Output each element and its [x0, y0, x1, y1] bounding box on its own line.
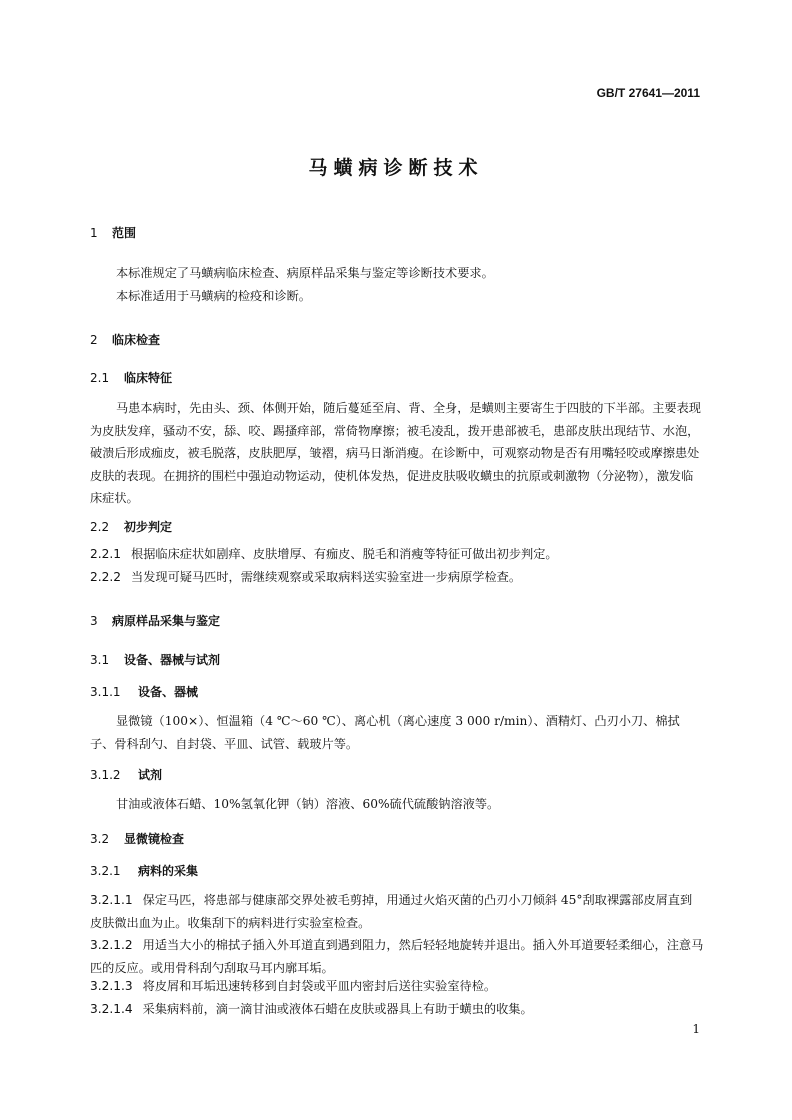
- clause-number: 2.2.1: [90, 547, 122, 561]
- section-heading-3: [90, 612, 220, 629]
- section-number: 2: [90, 333, 98, 347]
- section-number: 3.2: [90, 832, 110, 846]
- clause-3-2-1-1: [90, 889, 704, 934]
- section-heading-3-2: [90, 830, 184, 847]
- section-heading-2: [90, 331, 160, 348]
- equipment-paragraph: 显微镜（100×）、恒温箱（4 ℃～60 ℃）、离心机（离心速度 3 000 r/min）、酒精灯、凸刃小刀、棉拭子、骨科刮勺、自封袋、平皿、试管、载玻片等。: [90, 714, 680, 751]
- section-title: 设备、器械: [138, 685, 199, 699]
- section-heading-2-2: [90, 518, 172, 535]
- section-title: 范围: [112, 226, 137, 240]
- section-heading-1: [90, 224, 136, 241]
- section-heading-3-1-2: [90, 766, 162, 783]
- clause-text: 用适当大小的棉拭子插入外耳道直到遇到阻力，然后轻轻地旋转并退出。插入外耳道要轻柔细心，注意马匹的反应。或用骨科刮勺刮取马耳内廓耳垢。: [90, 938, 704, 975]
- clause-text: 将皮屑和耳垢迅速转移到自封袋或平皿内密封后送往实验室待检。: [142, 979, 497, 993]
- clause-3-2-1-3: [90, 975, 704, 998]
- section-number: 1: [90, 226, 98, 240]
- section-title: 显微镜检查: [124, 832, 185, 846]
- scope-paragraph-1: 本标准规定了马蟥病临床检查、病原样品采集与鉴定等诊断技术要求。: [116, 266, 494, 280]
- reagents-paragraph: 甘油或液体石蜡、10%氢氧化钾（钠）溶液、60%硫代硫酸钠溶液等。: [116, 797, 500, 811]
- section-number: 3.1.2: [90, 768, 121, 782]
- section-number: 3.1: [90, 653, 110, 667]
- clause-2-2-2: [90, 566, 704, 589]
- section-heading-2-1: [90, 369, 172, 386]
- section-title: 初步判定: [124, 520, 173, 534]
- section-number: 3.1.1: [90, 685, 121, 699]
- page-number: 1: [692, 1022, 700, 1036]
- clause-3-2-1-4: [90, 998, 704, 1021]
- section-heading-3-1: [90, 651, 220, 668]
- section-title: 临床检查: [112, 333, 161, 347]
- clause-number: 2.2.2: [90, 570, 122, 584]
- section-heading-3-2-1: [90, 862, 198, 879]
- section-title: 病原样品采集与鉴定: [112, 614, 221, 628]
- section-heading-3-1-1: [90, 683, 198, 700]
- clinical-features-paragraph: 马患本病时，先由头、颈、体侧开始，随后蔓延至肩、背、全身，是蟥则主要寄生于四肢的下半部。主要表现为皮肤发痒，骚动不安，舔、咬、踢搔痒部，常倚物摩擦；被毛凌乱，拨开患部被毛，患部皮肤出现结节、水泡，破溃后形成痂皮，被毛脱落，皮肤肥厚，皱褶，病马日渐消瘦。在诊断中，可观察动物是否有用嘴轻咬或摩擦患处皮肤的表现。在拥挤的围栏中强迫动物运动，使机体发热，促进皮肤吸收蟥虫的抗原或刺激物（分泌物），激发临床症状。: [90, 401, 701, 506]
- section-title: 试剂: [138, 768, 163, 782]
- clause-text: 当发现可疑马匹时，需继续观察或采取病料送实验室进一步病原学检查。: [131, 570, 522, 584]
- clause-number: 3.2.1.2: [90, 938, 133, 952]
- section-title: 临床特征: [124, 371, 173, 385]
- section-number: 2.2: [90, 520, 110, 534]
- scope-paragraph-2: 本标准适用于马蟥病的检疫和诊断。: [116, 289, 311, 303]
- clause-text: 根据临床症状如剧痒、皮肤增厚、有痂皮、脱毛和消瘦等特征可做出初步判定。: [131, 547, 558, 561]
- section-number: 3.2.1: [90, 864, 121, 878]
- clause-text: 保定马匹，将患部与健康部交界处被毛剪掉，用通过火焰灭菌的凸刃小刀倾斜 45°刮取裸露部皮屑直到皮肤微出血为止。收集刮下的病料进行实验室检查。: [90, 893, 693, 930]
- clause-3-2-1-2: [90, 934, 704, 979]
- standard-code: GB/T 27641—2011: [596, 86, 700, 100]
- section-number: 3: [90, 614, 98, 628]
- clause-number: 3.2.1.3: [90, 979, 133, 993]
- section-title: 病料的采集: [138, 864, 199, 878]
- clause-number: 3.2.1.4: [90, 1002, 133, 1016]
- clause-2-2-1: [90, 543, 704, 566]
- clause-text: 采集病料前，滴一滴甘油或液体石蜡在皮肤或器具上有助于蟥虫的收集。: [142, 1002, 533, 1016]
- clause-number: 3.2.1.1: [90, 893, 133, 907]
- section-number: 2.1: [90, 371, 110, 385]
- document-title: 马蟥病诊断技术: [308, 157, 484, 179]
- section-title: 设备、器械与试剂: [124, 653, 221, 667]
